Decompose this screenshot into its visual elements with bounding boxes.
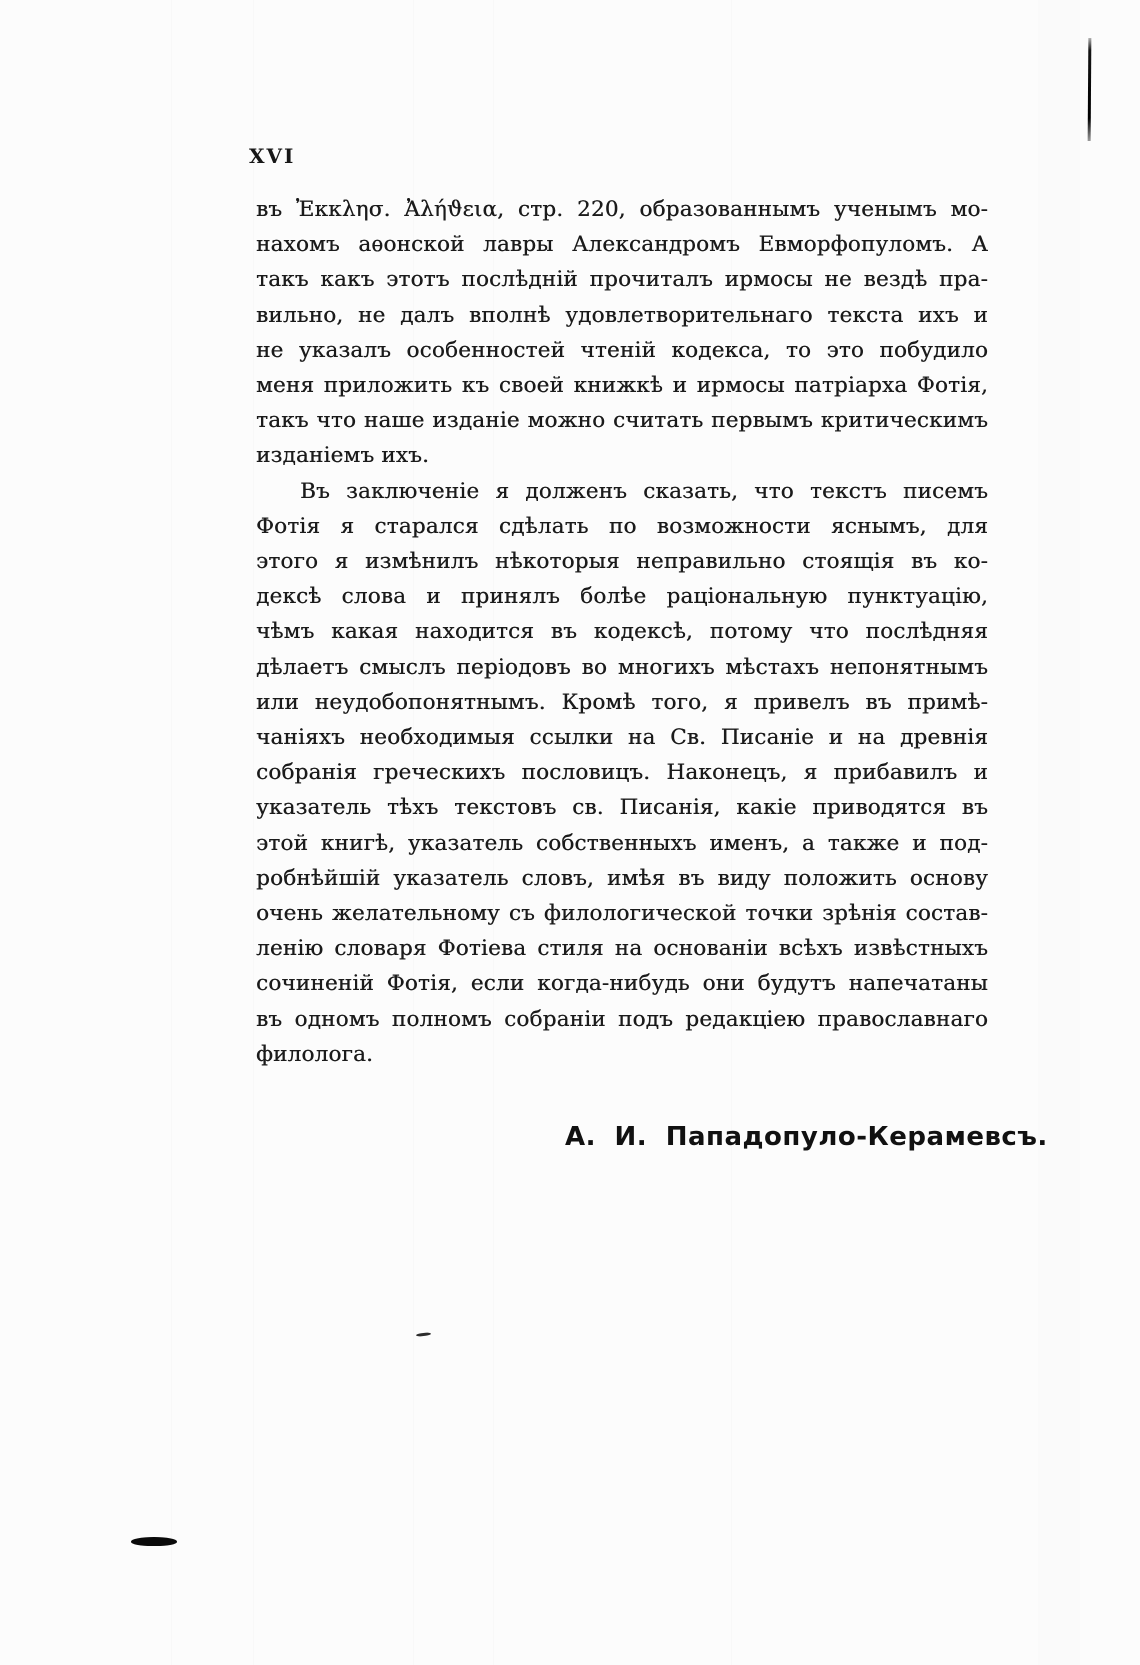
text-line: очень желательному съ филологической точки зрѣнія состав- <box>256 901 988 927</box>
text-line: этого я измѣнилъ нѣкоторыя неправильно стоящія въ ко- <box>256 549 988 575</box>
text-line: дѣлаетъ смыслъ періодовъ во многихъ мѣстахъ непонятнымъ <box>256 654 988 680</box>
text-line: указатель тѣхъ текстовъ св. Писанія, какіе приводятся въ <box>256 795 988 821</box>
text-line: изданіемъ ихъ. <box>256 443 430 469</box>
text-line: не указалъ особенностей чтеній кодекса, то это побудило <box>256 337 988 363</box>
scan-streak-artifact <box>1088 38 1092 141</box>
scan-band-artifact <box>253 0 254 1665</box>
page-number: XVI <box>249 144 296 168</box>
text-line: ленію словаря Фотіева стиля на основаніи всѣхъ извѣстныхъ <box>256 936 988 962</box>
text-line: такъ что наше изданіе можно считать первымъ критическимъ <box>256 408 988 434</box>
text-line: Фотія я старался сдѣлать по возможности яснымъ, для <box>256 513 988 539</box>
text-line: чаніяхъ необходимыя ссылки на Св. Писаніе и на древнія <box>256 725 988 751</box>
text-line: сочиненій Фотія, если когда-нибудь они будутъ напечатаны <box>256 971 988 997</box>
text-line: собранія греческихъ пословицъ. Наконецъ, я прибавилъ и <box>256 760 988 786</box>
ink-blob-artifact <box>131 1537 177 1546</box>
text-line: въ Ἐκκλησ. Ἀλήϑεια, стр. 220, образованнымъ ученымъ мо- <box>256 197 988 222</box>
text-line: Въ заключеніе я долженъ сказать, что текстъ писемъ <box>300 478 988 504</box>
text-line: въ одномъ полномъ собраніи подъ редакціею православнаго <box>256 1006 988 1032</box>
scan-band-artifact <box>1038 0 1080 1665</box>
author-signature: А. И. Пападопуло-Керамевсъ. <box>565 1122 1048 1152</box>
text-line: филолога. <box>256 1041 374 1067</box>
text-line: дексѣ слова и принялъ болѣе раціональную пунктуацію, <box>256 584 988 610</box>
text-line: вильно, не далъ вполнѣ удовлетворительнаго текста ихъ и <box>256 302 988 328</box>
text-line: такъ какъ этотъ послѣдній прочиталъ ирмосы не вездѣ пра- <box>256 267 988 293</box>
text-line: или неудобопонятнымъ. Кромѣ того, я привелъ въ примѣ- <box>256 689 988 715</box>
text-line: этой книгѣ, указатель собственныхъ именъ, а также и под- <box>256 830 988 856</box>
body-text <box>256 192 988 1072</box>
stray-dash-artifact <box>416 1332 431 1337</box>
text-line: меня приложить къ своей книжкѣ и ирмосы патріарха Фотія, <box>256 373 988 399</box>
text-line: нахомъ аѳонской лавры Александромъ Евморфопуломъ. А <box>256 232 988 258</box>
scan-band-artifact <box>171 0 172 1665</box>
text-line: чѣмъ какая находится въ кодексѣ, потому что послѣдняя <box>256 619 988 645</box>
text-line: робнѣйшій указатель словъ, имѣя въ виду положить основу <box>256 865 988 891</box>
